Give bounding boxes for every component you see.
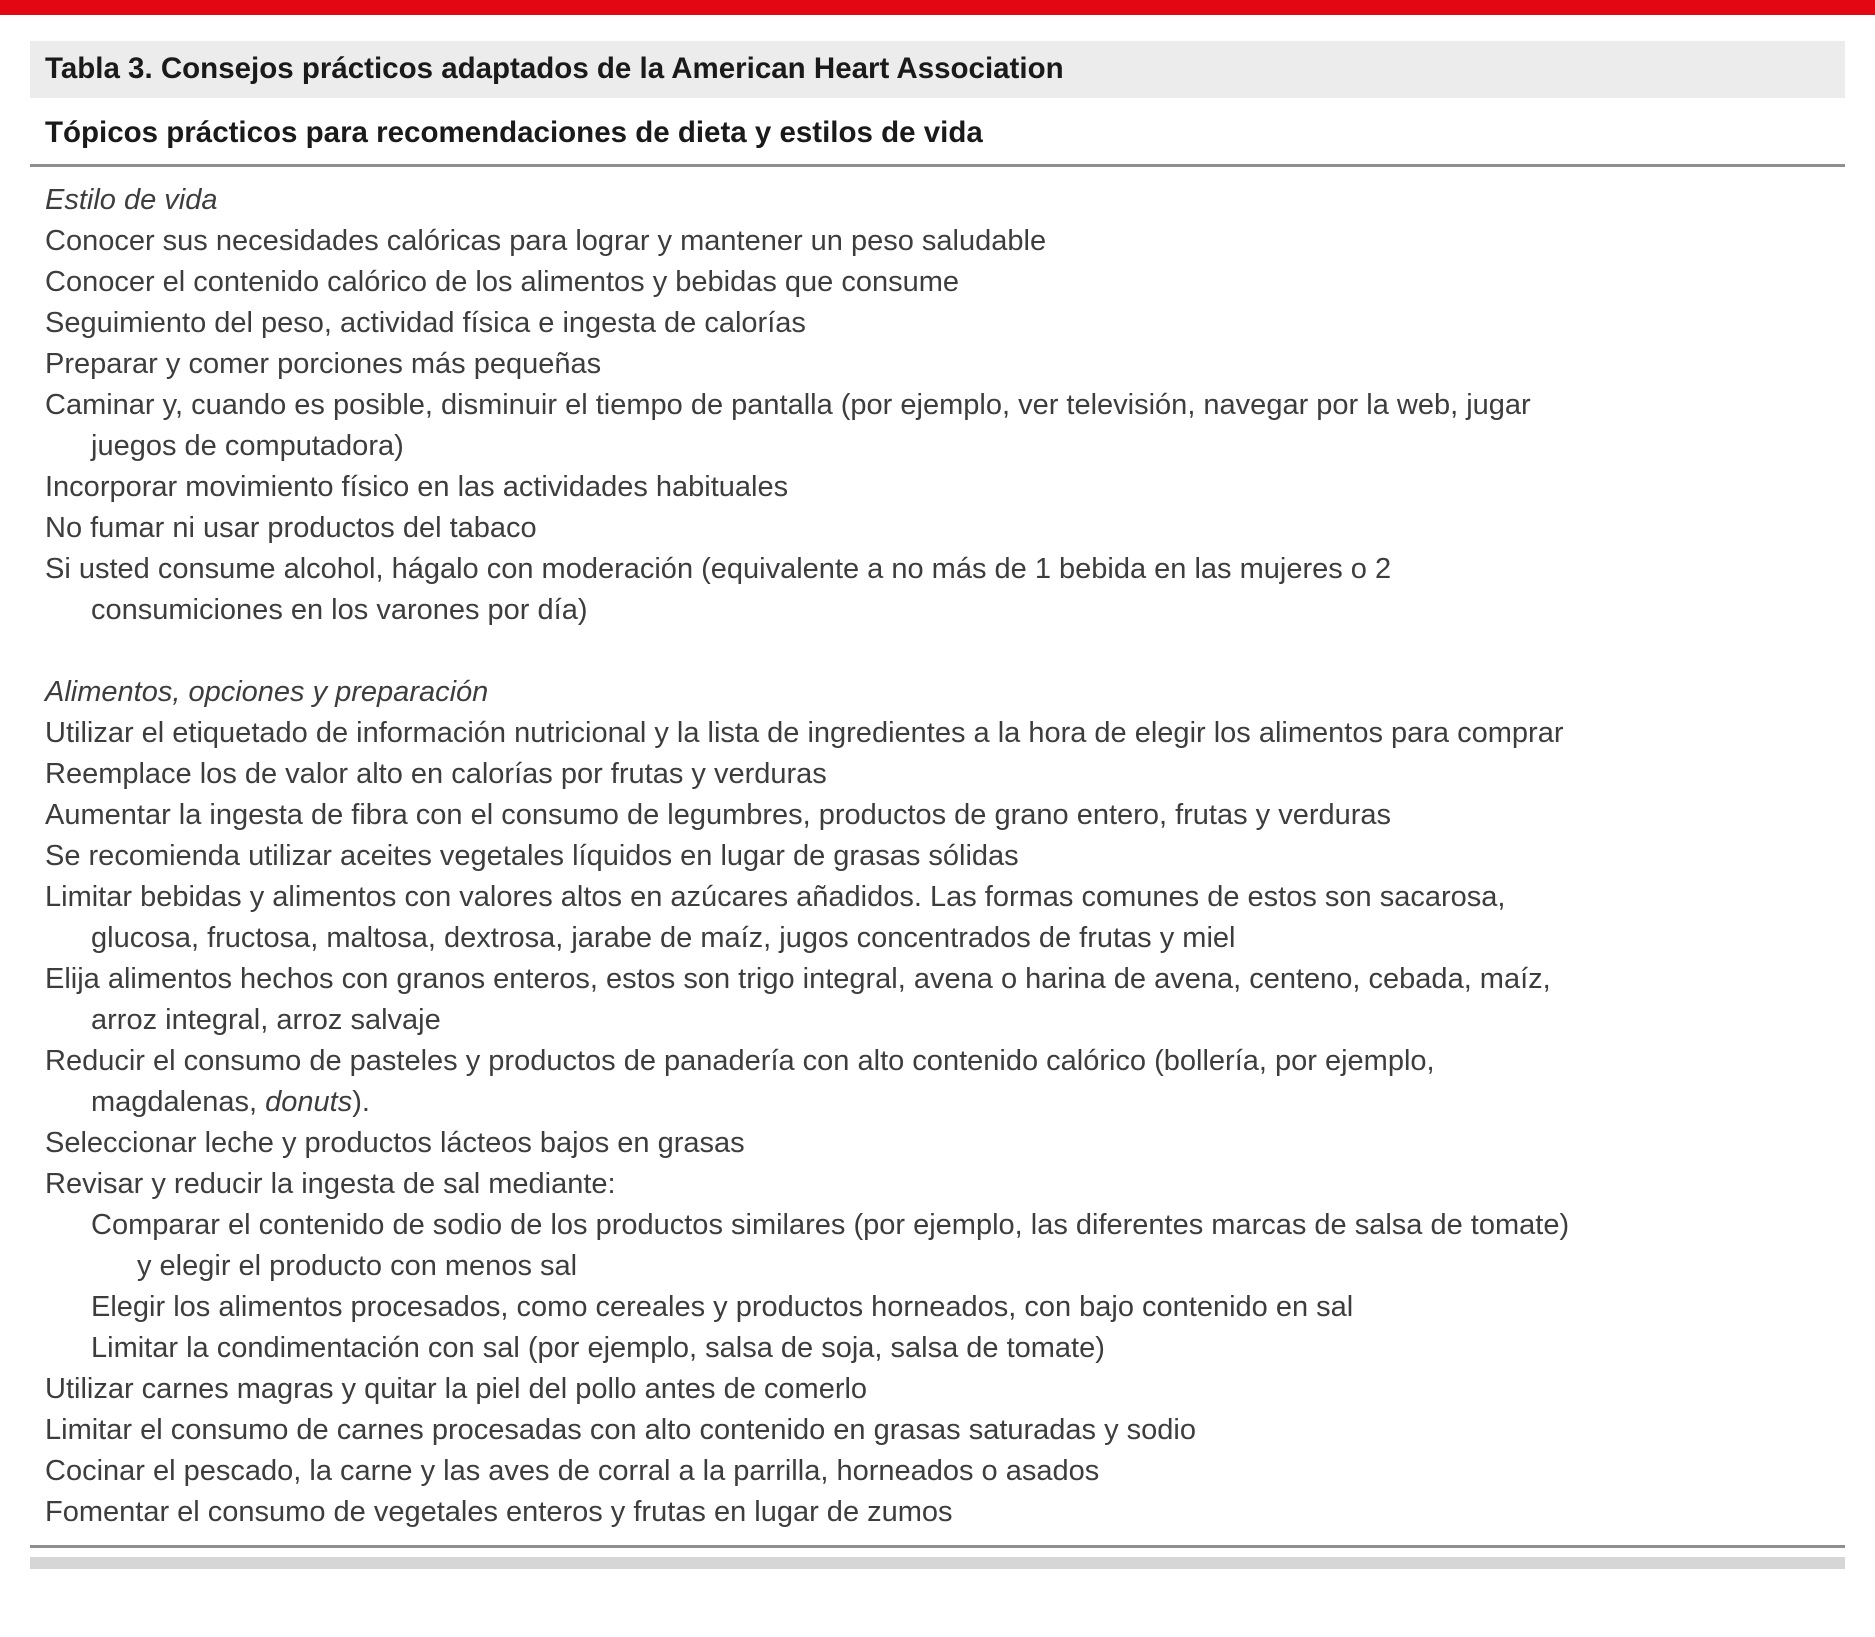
bottom-rule [30, 1545, 1845, 1548]
advice-row: Conocer sus necesidades calóricas para lograr y mantener un peso saludable [45, 225, 1047, 257]
advice-row: Utilizar carnes magras y quitar la piel del pollo antes de comerlo [45, 1373, 868, 1405]
advice-row [45, 1041, 1585, 1123]
advice-subrow: Comparar el contenido de sodio de los productos similares (por ejemplo, las diferentes marcas de salsa de tomate) y elegir el producto con menos sal [91, 1209, 1570, 1282]
row-text-italic: donuts [265, 1086, 353, 1118]
advice-row: Revisar y reducir la ingesta de sal mediante: [45, 1168, 616, 1200]
table-body [30, 167, 1845, 1545]
table-frame [30, 41, 1845, 1569]
blank-row [45, 631, 1585, 672]
table-subtitle: Tópicos prácticos para recomendaciones de dieta y estilos de vida [30, 102, 1845, 167]
table-title: Tabla 3. Consejos prácticos adaptados de la American Heart Association [45, 52, 1064, 85]
advice-row: Cocinar el pescado, la carne y las aves de corral a la parrilla, horneados o asados [45, 1455, 1100, 1487]
bottom-rule-thick [30, 1557, 1845, 1569]
advice-row: Se recomienda utilizar aceites vegetales líquidos en lugar de grasas sólidas [45, 840, 1019, 872]
advice-row: Seguimiento del peso, actividad física e ingesta de calorías [45, 307, 806, 339]
advice-row: Conocer el contenido calórico de los alimentos y bebidas que consume [45, 266, 960, 298]
advice-subrow: Limitar la condimentación con sal (por ejemplo, salsa de soja, salsa de tomate) [91, 1332, 1105, 1364]
advice-row: Aumentar la ingesta de fibra con el consumo de legumbres, productos de grano entero, frutas y verduras [45, 799, 1392, 831]
advice-row: Limitar bebidas y alimentos con valores altos en azúcares añadidos. Las formas comunes de estos son sacarosa, glucosa, fructosa, maltosa, dextrosa, jarabe de maíz, jugos concentrados de frutas y miel [45, 881, 1506, 954]
accent-top-bar [0, 0, 1875, 15]
advice-row: Incorporar movimiento físico en las actividades habituales [45, 471, 789, 503]
advice-row: Utilizar el etiquetado de información nutricional y la lista de ingredientes a la hora de elegir los alimentos para comprar [45, 717, 1564, 749]
advice-row: Caminar y, cuando es posible, disminuir el tiempo de pantalla (por ejemplo, ver televisión, navegar por la web, jugar juegos de computadora) [45, 389, 1531, 462]
food-section-heading: Alimentos, opciones y preparación [45, 676, 489, 708]
table-title-band [30, 41, 1845, 98]
lifestyle-section-heading: Estilo de vida [45, 184, 218, 216]
advice-subrow: Elegir los alimentos procesados, como cereales y productos horneados, con bajo contenido en sal [91, 1291, 1354, 1323]
advice-row: Limitar el consumo de carnes procesadas con alto contenido en grasas saturadas y sodio [45, 1414, 1196, 1446]
advice-row: Fomentar el consumo de vegetales enteros y frutas en lugar de zumos [45, 1496, 953, 1528]
advice-row: Elija alimentos hechos con granos enteros, estos son trigo integral, avena o harina de avena, centeno, cebada, maíz, arroz integral, arroz salvaje [45, 963, 1551, 1036]
advice-row: Si usted consume alcohol, hágalo con moderación (equivalente a no más de 1 bebida en las mujeres o 2 consumiciones en los varones por día) [45, 553, 1392, 626]
advice-row: Reemplace los de valor alto en calorías por frutas y verduras [45, 758, 827, 790]
advice-row: Seleccionar leche y productos lácteos bajos en grasas [45, 1127, 745, 1159]
row-text: ). [352, 1086, 370, 1118]
row-text: Reducir el consumo de pasteles y productos de panadería con alto contenido calórico (bollería, por ejemplo, magdalenas, [45, 1045, 1435, 1118]
advice-row: Preparar y comer porciones más pequeñas [45, 348, 602, 380]
advice-row: No fumar ni usar productos del tabaco [45, 512, 537, 544]
